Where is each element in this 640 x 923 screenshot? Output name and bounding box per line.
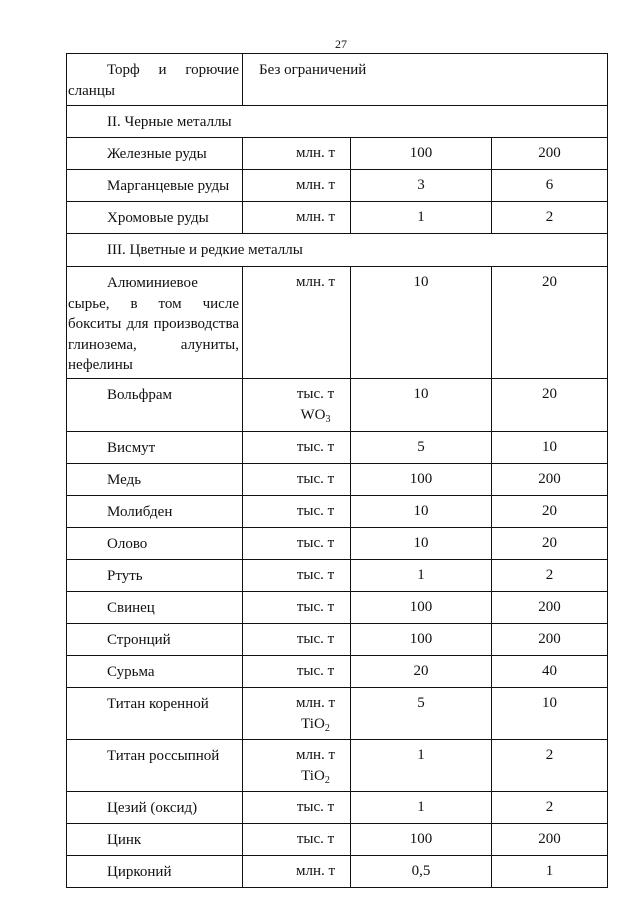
unit-line <box>281 469 350 490</box>
value-b: 20 <box>542 503 557 519</box>
value-a: 1 <box>417 209 425 225</box>
value-cell-b <box>492 138 608 170</box>
value-cell-a <box>351 464 492 496</box>
page-number: 27 <box>335 37 347 51</box>
resource-name-cell <box>67 432 243 464</box>
unit-text: тыс. т <box>296 663 335 679</box>
value-cell-b <box>492 267 608 379</box>
unit-cell <box>243 432 351 464</box>
section-header-cell <box>67 234 608 267</box>
unit-line <box>281 829 350 850</box>
unit-line <box>281 766 350 787</box>
resource-name: Медь <box>107 472 142 488</box>
unit-line <box>281 714 350 735</box>
value-a: 5 <box>417 695 425 711</box>
value-cell-a <box>351 656 492 688</box>
value-cell-b <box>492 792 608 824</box>
unit-text: тыс. т <box>296 599 335 615</box>
resource-name-line: сланцы <box>68 82 115 99</box>
section-header-cell <box>67 106 608 138</box>
unit-text: тыс. т <box>296 535 335 551</box>
unit-cell <box>243 624 351 656</box>
resource-table <box>66 53 608 888</box>
unit-text: млн. т <box>295 209 336 225</box>
unit-line <box>281 797 350 818</box>
value-cell-b <box>492 496 608 528</box>
resource-name-line: глинозема, алуниты, <box>68 336 239 353</box>
value-a: 5 <box>417 439 425 455</box>
resource-name-cell <box>67 824 243 856</box>
unit-line <box>281 437 350 458</box>
unit-subscript: 2 <box>324 775 330 786</box>
unit-text: млн. т <box>295 863 336 879</box>
unit-cell <box>243 560 351 592</box>
unit-line <box>281 661 350 682</box>
value-cell-a <box>351 688 492 740</box>
value-cell-a <box>351 379 492 432</box>
value-b: 10 <box>542 695 557 711</box>
unit-cell <box>243 824 351 856</box>
value-cell-b <box>492 528 608 560</box>
resource-name: Стронций <box>107 632 171 648</box>
value-a: 1 <box>417 747 425 763</box>
resource-name: Сурьма <box>107 664 155 680</box>
value-b: 40 <box>542 663 557 679</box>
resource-name: Цезий (оксид) <box>107 800 198 816</box>
value-b: 2 <box>545 799 554 815</box>
value-a: 10 <box>413 535 429 551</box>
value-cell-b <box>492 202 608 234</box>
value-cell-a <box>351 528 492 560</box>
resource-name: Висмут <box>107 440 156 456</box>
value-cell-b <box>492 560 608 592</box>
value-b: 20 <box>542 535 557 551</box>
value-cell-a <box>351 496 492 528</box>
unit-line <box>281 597 350 618</box>
value-b: 20 <box>542 386 557 402</box>
resource-name-cell <box>67 464 243 496</box>
unit-text: тыс. т <box>296 799 335 815</box>
unit-subscript: 3 <box>325 414 331 425</box>
value-a: 100 <box>409 631 433 647</box>
value-a: 10 <box>413 274 429 290</box>
unit-text: тыс. т <box>296 471 335 487</box>
value-a: 3 <box>417 177 425 193</box>
section-header: III. Цветные и редкие металлы <box>107 242 303 258</box>
unit-text: тыс. т <box>296 631 335 647</box>
value-a: 10 <box>413 386 429 402</box>
unit-line <box>281 405 350 426</box>
value-cell-a <box>351 592 492 624</box>
value-cell-a <box>351 856 492 888</box>
unit-text: млн. т <box>295 747 336 763</box>
resource-name: Молибден <box>107 504 173 520</box>
value-b: 200 <box>538 599 561 615</box>
value-a: 20 <box>413 663 429 679</box>
unit-cell <box>243 170 351 202</box>
resource-name: Цинк <box>107 832 142 848</box>
value-cell-a <box>351 170 492 202</box>
resource-name-cell <box>67 267 243 379</box>
value-cell-b <box>492 688 608 740</box>
unit-line <box>281 565 350 586</box>
unit-text: TiO <box>301 716 325 732</box>
value-cell-b <box>492 624 608 656</box>
value-b: 20 <box>542 274 557 290</box>
unit-text: млн. т <box>295 695 336 711</box>
unit-line <box>281 207 350 228</box>
value-cell-a <box>351 202 492 234</box>
section-header: II. Черные металлы <box>107 114 232 130</box>
unit-text: тыс. т <box>296 503 335 519</box>
value-b: 200 <box>538 471 561 487</box>
resource-name-cell <box>67 688 243 740</box>
unit-line <box>281 861 350 882</box>
unit-line <box>281 745 350 766</box>
value-cell-b <box>492 592 608 624</box>
resource-name: Свинец <box>107 600 155 616</box>
unit-line <box>281 693 350 714</box>
value-a: 100 <box>409 831 433 847</box>
resource-name: Марганцевые руды <box>107 178 230 194</box>
value-cell-b <box>492 656 608 688</box>
note-cell <box>243 54 608 106</box>
resource-name-cell <box>67 528 243 560</box>
value-a: 100 <box>409 599 433 615</box>
resource-name-cell <box>67 560 243 592</box>
unit-cell <box>243 688 351 740</box>
resource-name: Ртуть <box>107 568 143 584</box>
resource-name: Олово <box>107 536 148 552</box>
value-a: 100 <box>409 145 433 161</box>
resource-name-cell <box>67 170 243 202</box>
value-cell-b <box>492 432 608 464</box>
value-b: 2 <box>545 567 554 583</box>
unit-cell <box>243 496 351 528</box>
value-cell-a <box>351 432 492 464</box>
value-cell-b <box>492 824 608 856</box>
unit-cell <box>243 202 351 234</box>
value-b: 6 <box>545 177 554 193</box>
unit-line <box>281 501 350 522</box>
resource-name-cell <box>67 740 243 792</box>
unit-text: млн. т <box>295 274 336 290</box>
unit-cell <box>243 740 351 792</box>
unit-subscript: 2 <box>324 723 330 734</box>
unit-cell <box>243 656 351 688</box>
value-cell-a <box>351 624 492 656</box>
value-a: 1 <box>417 567 425 583</box>
resource-name-line: Торф и горючие <box>107 62 239 78</box>
value-cell-b <box>492 170 608 202</box>
value-cell-a <box>351 740 492 792</box>
resource-name-cell <box>67 592 243 624</box>
resource-name: Железные руды <box>107 146 207 162</box>
unit-text: млн. т <box>295 177 336 193</box>
unit-line <box>281 175 350 196</box>
resource-name-line: Алюминиевое <box>107 275 198 291</box>
unit-cell <box>243 138 351 170</box>
resource-name-line: сырье, в том числе <box>68 295 239 312</box>
resource-name-cell <box>67 624 243 656</box>
resource-name: Цирконий <box>107 864 172 880</box>
value-b: 200 <box>538 831 561 847</box>
value-cell-b <box>492 740 608 792</box>
value-cell-a <box>351 267 492 379</box>
unit-text: тыс. т <box>296 831 335 847</box>
resource-name-line: бокситы для производства <box>68 316 239 332</box>
value-cell-b <box>492 856 608 888</box>
value-cell-b <box>492 379 608 432</box>
value-a: 10 <box>413 503 429 519</box>
unit-text: тыс. т <box>296 567 335 583</box>
resource-name-line: нефелины <box>68 357 133 373</box>
value-cell-a <box>351 792 492 824</box>
resource-name-cell <box>67 54 243 106</box>
value-a: 1 <box>417 799 425 815</box>
unit-cell <box>243 379 351 432</box>
value-b: 10 <box>542 439 557 455</box>
unit-cell <box>243 267 351 379</box>
resource-name-cell <box>67 856 243 888</box>
value-cell-a <box>351 824 492 856</box>
unit-text: TiO <box>301 768 325 784</box>
value-cell-a <box>351 138 492 170</box>
resource-name: Хромовые руды <box>107 210 209 226</box>
value-a: 100 <box>409 471 433 487</box>
unit-cell <box>243 528 351 560</box>
note-text: Без ограничений <box>259 62 367 78</box>
resource-name: Титан коренной <box>107 696 209 712</box>
resource-name-cell <box>67 792 243 824</box>
value-b: 200 <box>538 631 561 647</box>
unit-text: млн. т <box>295 145 336 161</box>
unit-cell <box>243 856 351 888</box>
resource-name-cell <box>67 656 243 688</box>
unit-cell <box>243 592 351 624</box>
unit-line <box>281 629 350 650</box>
value-b: 2 <box>545 747 554 763</box>
resource-name: Титан россыпной <box>107 748 220 764</box>
resource-name: Вольфрам <box>107 387 173 403</box>
unit-line <box>281 384 350 405</box>
unit-text: WO <box>300 407 326 423</box>
unit-cell <box>243 464 351 496</box>
value-cell-b <box>492 464 608 496</box>
resource-name-cell <box>67 379 243 432</box>
value-cell-a <box>351 560 492 592</box>
resource-name-cell <box>67 496 243 528</box>
resource-name-cell <box>67 138 243 170</box>
value-b: 1 <box>545 863 554 879</box>
unit-text: тыс. т <box>296 439 335 455</box>
value-a: 0,5 <box>411 863 431 879</box>
value-b: 2 <box>545 209 554 225</box>
unit-text: тыс. т <box>296 386 335 402</box>
unit-cell <box>243 792 351 824</box>
resource-name-cell <box>67 202 243 234</box>
unit-line <box>281 272 350 293</box>
unit-line <box>281 533 350 554</box>
unit-line <box>281 143 350 164</box>
value-b: 200 <box>538 145 561 161</box>
